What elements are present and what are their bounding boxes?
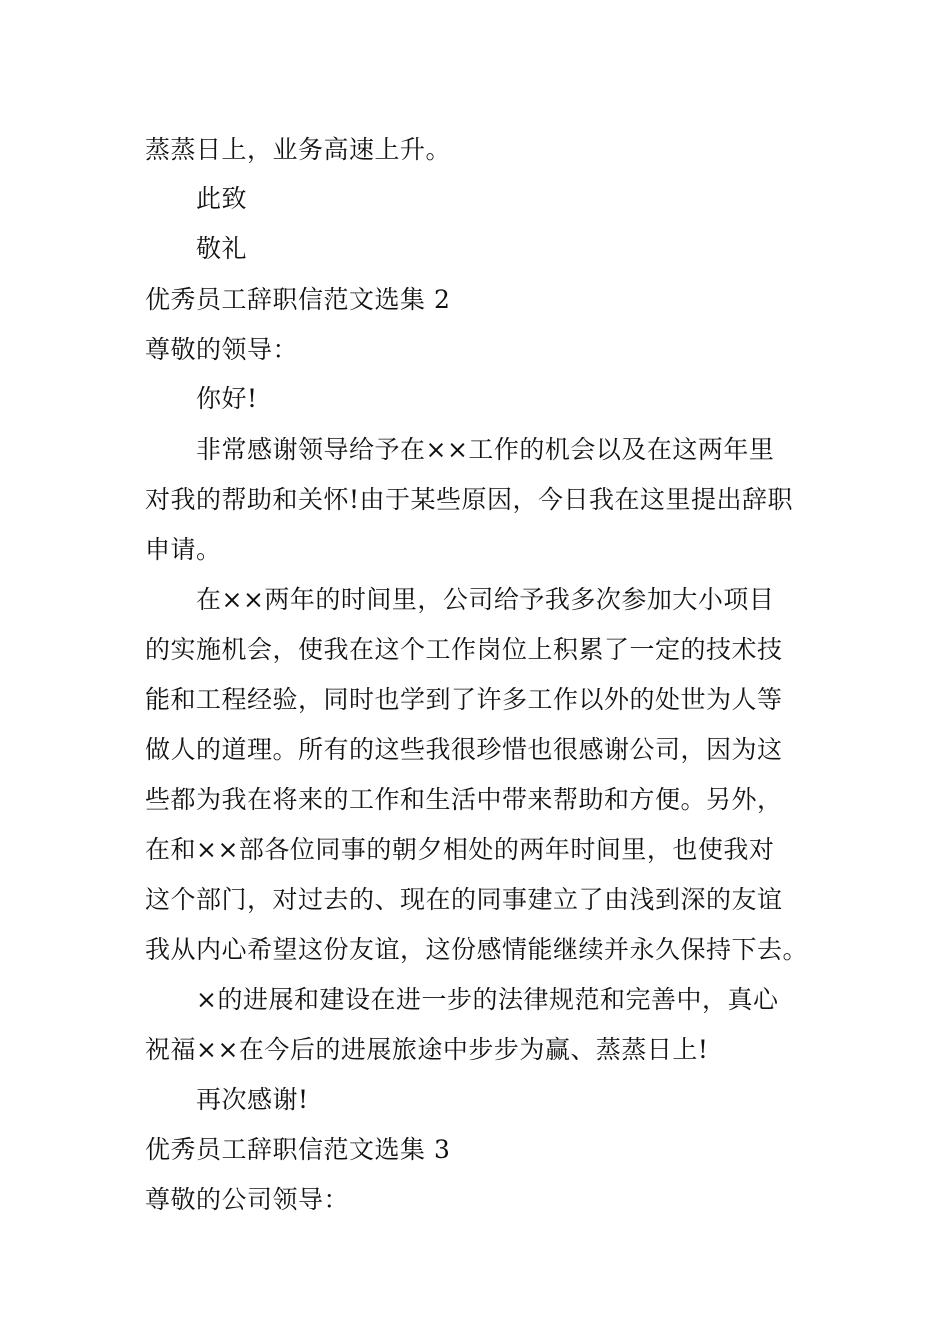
body-text-line: 申请。	[145, 535, 222, 564]
body-text-line: 做人的道理。所有的这些我很珍惜也很感谢公司，因为这	[145, 735, 783, 764]
body-text-line: 蒸蒸日上，业务高速上升。	[145, 135, 452, 164]
closing-regards: 敬礼	[196, 234, 248, 263]
body-text-line: 非常感谢领导给予在××工作的机会以及在这两年里	[196, 435, 775, 464]
body-text-line: 在××两年的时间里，公司给予我多次参加大小项目	[196, 585, 775, 614]
body-text-line: 对我的帮助和关怀!由于某些原因，今日我在这里提出辞职	[145, 485, 794, 514]
closing-salutation: 此致	[196, 184, 248, 213]
body-text-line: 祝福××在今后的进展旅途中步步为赢、蒸蒸日上!	[145, 1035, 709, 1064]
body-text-line: 些都为我在将来的工作和生活中带来帮助和方便。另外，	[145, 785, 783, 814]
body-text-line: 的实施机会，使我在这个工作岗位上积累了一定的技术技	[145, 635, 783, 664]
letter-salutation: 尊敬的领导：	[145, 335, 299, 364]
body-text-line: 在和××部各位同事的朝夕相处的两年时间里，也使我对	[145, 835, 775, 864]
body-text-line: 我从内心希望这份友谊，这份感情能继续并永久保持下去。	[145, 935, 809, 964]
body-text-line: 这个部门，对过去的、现在的同事建立了由浅到深的友谊	[145, 885, 783, 914]
section-title: 优秀员工辞职信范文选集 2	[145, 285, 451, 314]
body-text-line: ×的进展和建设在进一步的法律规范和完善中，真心	[196, 985, 779, 1014]
closing-thanks: 再次感谢!	[196, 1085, 309, 1114]
section-title: 优秀员工辞职信范文选集 3	[145, 1135, 451, 1164]
letter-salutation: 尊敬的公司领导：	[145, 1185, 350, 1214]
body-text-line: 能和工程经验，同时也学到了许多工作以外的处世为人等	[145, 685, 783, 714]
greeting-line: 你好!	[196, 384, 258, 413]
